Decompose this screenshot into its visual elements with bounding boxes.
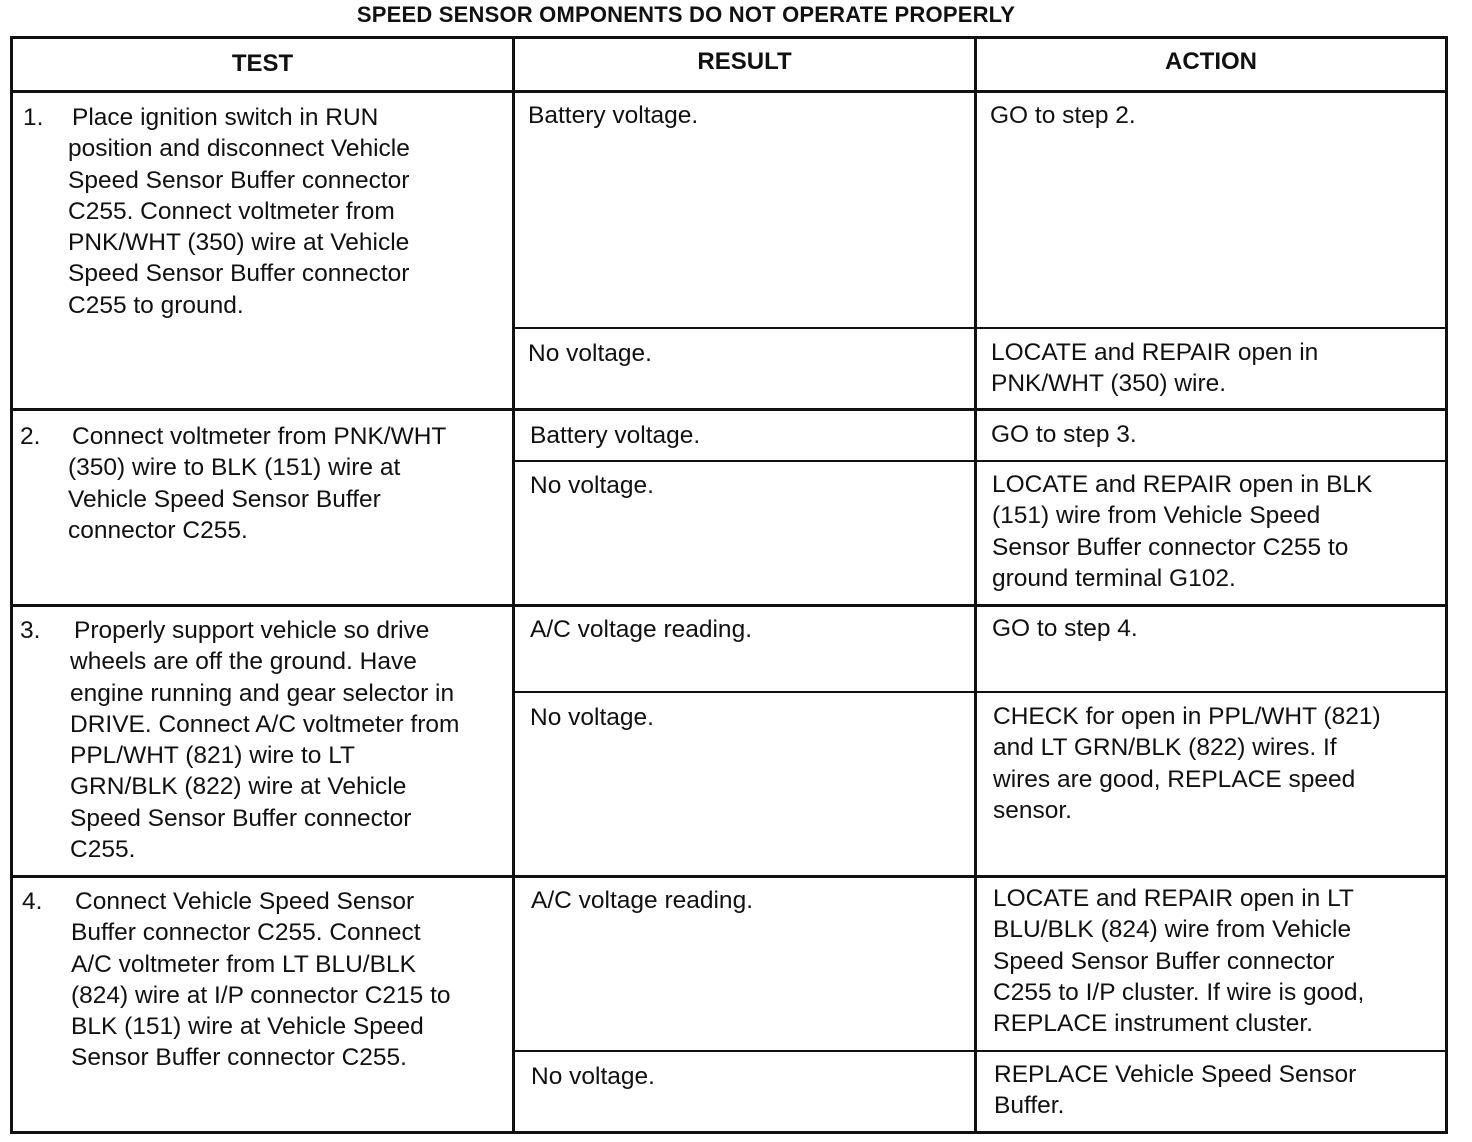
action-line: LOCATE and REPAIR open in BLK xyxy=(992,471,1373,498)
action-line: Speed Sensor Buffer connector xyxy=(993,947,1335,975)
step-divider xyxy=(10,604,1448,607)
test-line: A/C voltmeter from LT BLU/BLK xyxy=(71,950,416,978)
test-text xyxy=(71,886,451,1074)
action-text xyxy=(994,1059,1356,1122)
action-line: REPLACE instrument cluster. xyxy=(993,1010,1313,1038)
test-text xyxy=(70,615,459,865)
test-line: position and disconnect Vehicle xyxy=(68,135,410,163)
action-text xyxy=(991,419,1137,450)
result-line: No voltage. xyxy=(530,472,654,499)
result-line: Battery voltage. xyxy=(530,422,701,449)
column-divider xyxy=(974,36,977,1134)
result-line: No voltage. xyxy=(528,340,652,367)
action-line: Buffer. xyxy=(994,1092,1065,1120)
test-line: Sensor Buffer connector C255. xyxy=(71,1044,407,1072)
result-line: A/C voltage reading. xyxy=(531,887,753,914)
result-text xyxy=(528,100,698,131)
outcome-divider xyxy=(513,691,1448,693)
test-line: C255. xyxy=(70,836,136,864)
test-line: Place ignition switch in RUN xyxy=(72,104,379,131)
action-text xyxy=(990,100,1136,131)
test-line: Speed Sensor Buffer connector xyxy=(70,804,412,832)
test-line: Vehicle Speed Sensor Buffer xyxy=(68,485,381,513)
test-line: Connect voltmeter from PNK/WHT xyxy=(72,423,447,450)
step-divider xyxy=(10,408,1448,411)
test-line: Speed Sensor Buffer connector xyxy=(68,166,410,194)
result-text xyxy=(531,1061,655,1092)
result-line: A/C voltage reading. xyxy=(530,616,752,643)
test-line: C255 to ground. xyxy=(68,291,244,319)
header-test: TEST xyxy=(231,50,294,77)
action-line: sensor. xyxy=(993,796,1072,824)
header-action: ACTION xyxy=(1165,48,1257,75)
action-text xyxy=(992,613,1138,644)
action-line: GO to step 4. xyxy=(992,615,1138,642)
column-divider xyxy=(512,36,515,1134)
outcome-divider xyxy=(513,1050,1448,1052)
test-line: (350) wire to BLK (151) wire at xyxy=(68,454,401,482)
result-text xyxy=(531,885,753,916)
action-text xyxy=(993,883,1364,1039)
test-line: PNK/WHT (350) wire at Vehicle xyxy=(68,229,410,257)
step-number: 4. xyxy=(22,888,43,915)
test-line: wheels are off the ground. Have xyxy=(70,648,417,676)
test-line: BLK (151) wire at Vehicle Speed xyxy=(71,1013,424,1041)
action-text xyxy=(993,701,1381,826)
header-rule xyxy=(10,90,1448,93)
outcome-divider xyxy=(513,460,1448,462)
action-text xyxy=(991,337,1318,400)
step-number: 3. xyxy=(20,617,41,644)
action-line: GO to step 3. xyxy=(991,421,1137,448)
test-line: C255. Connect voltmeter from xyxy=(68,197,395,225)
test-line: connector C255. xyxy=(68,516,248,544)
result-text xyxy=(530,470,654,501)
test-line: GRN/BLK (822) wire at Vehicle xyxy=(70,773,407,801)
step-number: 2. xyxy=(20,423,41,450)
action-line: CHECK for open in PPL/WHT (821) xyxy=(993,703,1381,730)
header-result: RESULT xyxy=(697,48,792,75)
action-line: C255 to I/P cluster. If wire is good, xyxy=(993,978,1365,1006)
result-text xyxy=(530,614,752,645)
step-divider xyxy=(10,875,1448,878)
test-text xyxy=(68,421,446,546)
action-line: LOCATE and REPAIR open in xyxy=(991,339,1319,366)
test-line: (824) wire at I/P connector C215 to xyxy=(71,981,451,1009)
action-line: LOCATE and REPAIR open in LT xyxy=(993,885,1354,912)
action-line: PNK/WHT (350) wire. xyxy=(991,370,1227,398)
test-line: DRIVE. Connect A/C voltmeter from xyxy=(70,710,460,738)
action-line: Sensor Buffer connector C255 to xyxy=(992,533,1349,561)
test-line: Connect Vehicle Speed Sensor xyxy=(75,888,415,915)
action-text xyxy=(992,469,1372,594)
result-text xyxy=(530,702,654,733)
result-line: Battery voltage. xyxy=(528,102,699,129)
test-line: engine running and gear selector in xyxy=(70,679,455,707)
action-line: GO to step 2. xyxy=(990,102,1136,129)
result-line: No voltage. xyxy=(530,704,654,731)
action-line: BLU/BLK (824) wire from Vehicle xyxy=(993,916,1352,944)
step-number: 1. xyxy=(23,104,44,131)
action-line: REPLACE Vehicle Speed Sensor xyxy=(994,1061,1357,1088)
test-line: PPL/WHT (821) wire to LT xyxy=(70,742,356,770)
page-title: SPEED SENSOR OMPONENTS DO NOT OPERATE PROPERLY xyxy=(356,2,1016,27)
result-text xyxy=(528,338,652,369)
test-line: Buffer connector C255. Connect xyxy=(71,919,421,947)
test-line: Speed Sensor Buffer connector xyxy=(68,260,410,288)
outcome-divider xyxy=(513,327,1448,329)
action-line: wires are good, REPLACE speed xyxy=(993,765,1356,793)
action-line: ground terminal G102. xyxy=(992,564,1236,592)
action-line: (151) wire from Vehicle Speed xyxy=(992,502,1321,530)
test-line: Properly support vehicle so drive xyxy=(74,617,430,644)
action-line: and LT GRN/BLK (822) wires. If xyxy=(993,734,1337,762)
result-line: No voltage. xyxy=(531,1063,655,1090)
result-text xyxy=(530,420,700,451)
test-text xyxy=(68,102,410,321)
